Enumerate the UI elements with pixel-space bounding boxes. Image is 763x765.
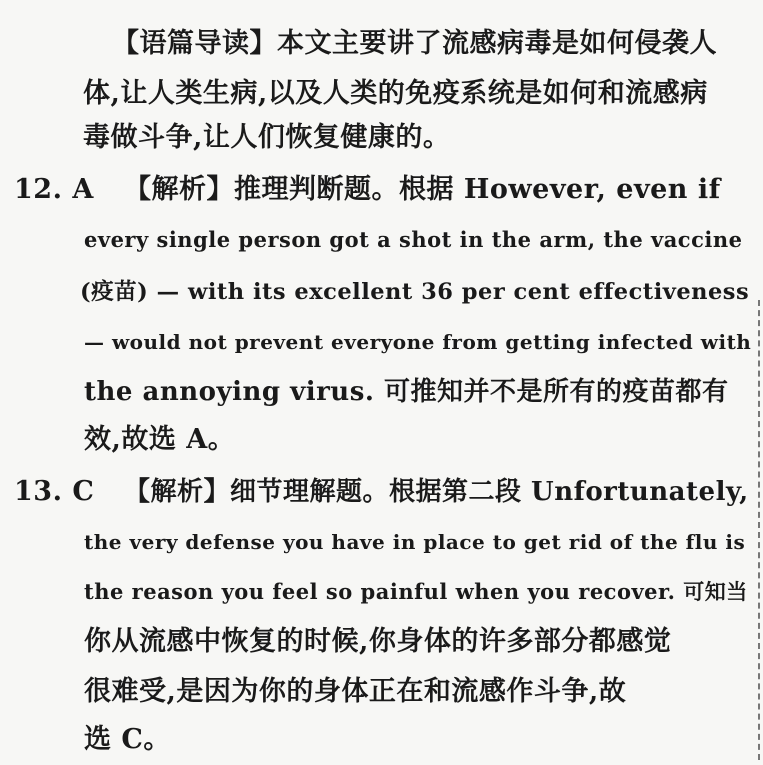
q12-line-2: every single person got a shot in the arm, the vaccine (84, 227, 743, 252)
q12-line-4: — would not prevent everyone from getting infected with (84, 330, 752, 354)
q13-number: 13. C (14, 476, 95, 507)
q12-line-5: the annoying virus. 可推知并不是所有的疫苗都有 (84, 377, 729, 407)
q13-line-3: the reason you feel so painful when you recover. 可知当 (84, 579, 748, 604)
intro-line-1: 【语篇导读】本文主要讲了流感病毒是如何侵袭人 (112, 28, 717, 59)
page-edge-divider (758, 300, 760, 760)
q12-line-1: 【解析】推理判断题。根据 However, even if (124, 174, 721, 205)
q13-line-4: 你从流感中恢复的时候,你身体的许多部分都感觉 (84, 626, 672, 657)
q13-line-5: 很难受,是因为你的身体正在和流感作斗争,故 (84, 676, 627, 707)
q12-number: 12. A (14, 174, 94, 205)
q12-line-3: (疫苗) — with its excellent 36 per cent effectiveness (80, 279, 750, 305)
intro-line-2: 体,让人类生病,以及人类的免疫系统是如何和流感病 (83, 78, 708, 109)
intro-line-3: 毒做斗争,让人们恢复健康的。 (83, 122, 451, 153)
q13-line-6: 选 C。 (84, 724, 171, 755)
q13-line-1: 【解析】细节理解题。根据第二段 Unfortunately, (124, 477, 749, 507)
q13-line-2: the very defense you have in place to get rid of the flu is (84, 530, 746, 554)
q12-line-6: 效,故选 A。 (84, 424, 236, 455)
